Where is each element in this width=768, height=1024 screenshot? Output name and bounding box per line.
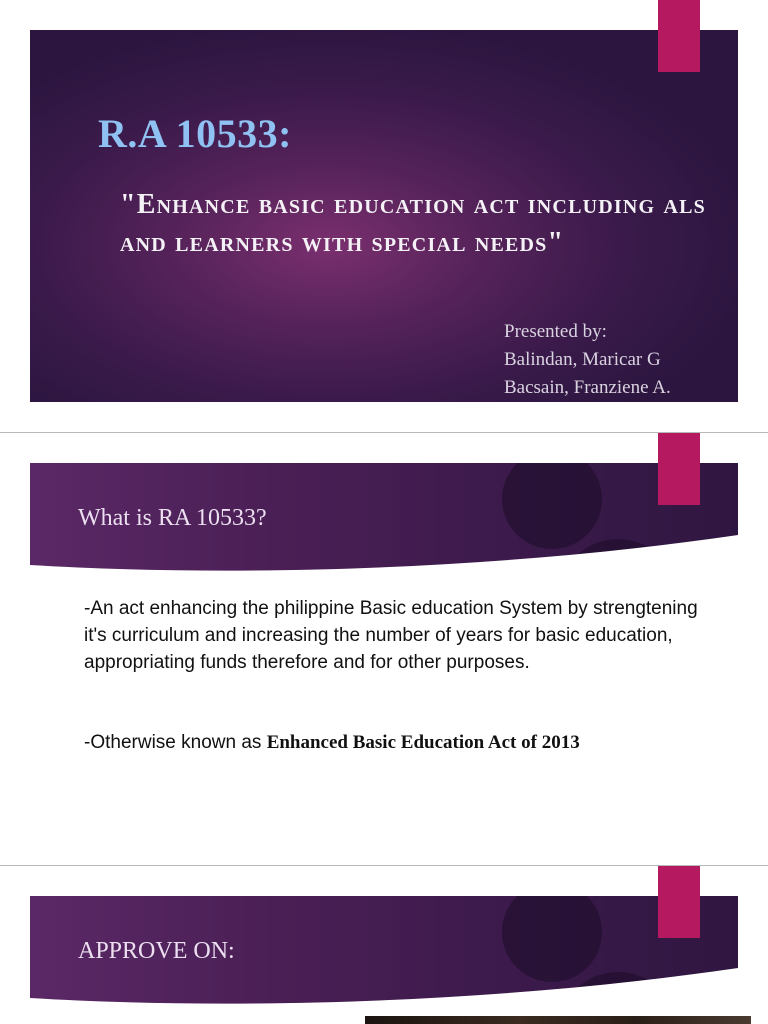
title-slide	[0, 0, 768, 432]
presenters-label: Presented by:	[504, 321, 607, 342]
banner-wave	[30, 525, 738, 575]
paragraph-prefix: -Otherwise known as	[84, 732, 267, 753]
act-name-bold: Enhanced Basic Education Act of 2013	[266, 732, 580, 753]
slide-banner	[30, 896, 738, 1008]
presenters-block	[504, 318, 671, 402]
presenter-name: Bacsain, Franziene A.	[504, 377, 671, 398]
content-slide	[0, 866, 768, 1024]
accent-tab	[658, 433, 700, 505]
body-paragraph	[84, 729, 704, 756]
photo-image	[365, 1016, 751, 1024]
banner-title: APPROVE ON:	[78, 938, 235, 964]
slide-heading: R.A 10533:	[98, 111, 292, 156]
slide-banner	[30, 463, 738, 575]
banner-title: What is RA 10533?	[78, 505, 267, 531]
content-slide	[0, 433, 768, 865]
presenter-name: Balindan, Maricar G	[504, 349, 661, 370]
body-paragraph: -An act enhancing the philippine Basic education System by strengtening it's curriculum and increasing the number of years for basic education, appropriating funds therefore and for other purposes.	[84, 598, 698, 673]
accent-tab	[658, 0, 700, 72]
accent-tab	[658, 866, 700, 938]
act-title: "Enhance basic education act including als and learners with special needs"	[120, 189, 706, 258]
banner-wave	[30, 958, 738, 1008]
